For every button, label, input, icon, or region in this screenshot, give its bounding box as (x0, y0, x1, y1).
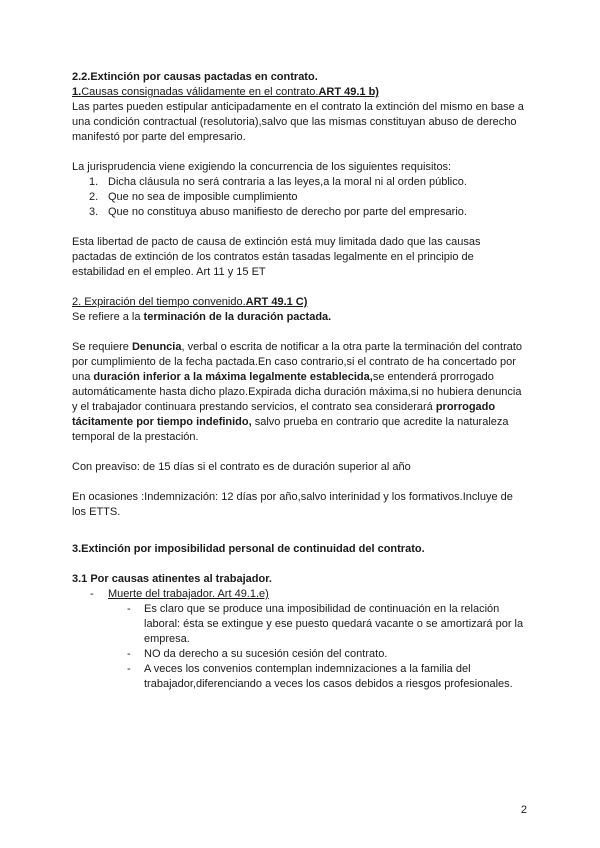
paragraph-denuncia: Se requiere Denuncia, verbal o escrita de notificar a la otra parte la terminación del contrato por cumplimiento de la fecha pactada.En caso contrario,si el contrato de ha concertado por una duración inferior a la máxima legalmente establecida,se entenderá prorrogado automáticamente hasta dicho plazo.Expirada dicha duración máxima,si no hubiera denuncia y el trabajador continuara prestando servicios, el contrato sea considerará prorrogado tácitamente por tiempo indefinido, salvo prueba en contrario que acredite la naturaleza temporal de la prestación. (72, 341, 523, 443)
paragraph-preaviso: Con preaviso: de 15 días si el contrato es de duración superior al año (72, 461, 411, 473)
list-item: - Muerte del trabajador. Art 49.1.e) (90, 588, 269, 600)
section-2-heading: 2. Expiración del tiempo convenido.ART 49.1 C) (72, 296, 308, 308)
paragraph-libertad-pacto: Esta libertad de pacto de causa de extinción está muy limitada dado que las causas pactadas de extinción de los contratos están tasadas legalmente en el principio de estabilidad en el empleo. Art 11 y 15 ET (72, 236, 481, 278)
list-item: - Es claro que se produce una imposibilidad de continuación en la relación laboral: ésta se extingue y ese puesto quedará vacante o se amortizará por la empresa. (127, 603, 524, 645)
list-item: 2. Que no sea de imposible cumplimiento (89, 191, 298, 203)
paragraph-indemnizacion: En ocasiones :Indemnización: 12 días por año,salvo interinidad y los formativos.Incluye de los ETTS. (72, 491, 513, 518)
document-page (72, 70, 528, 692)
page-number: 2 (520, 804, 527, 816)
paragraph-jurisprudencia: La jurisprudencia viene exigiendo la concurrencia de los siguientes requisitos: (72, 161, 452, 173)
muerte-heading: Muerte del trabajador. Art 49.1.e) (108, 588, 269, 600)
paragraph-condicion: Las partes pueden estipular anticipadamente en el contrato la extinción del mismo en base a una condición contractual (resolutoria),salvo que las mismas constituyan abuso de derecho manifestó por parte del empresario. (72, 101, 524, 143)
requirements-list (72, 175, 528, 220)
list-item: 3. Que no constituya abuso manifiesto de derecho por parte del empresario. (89, 206, 467, 218)
paragraph-refiere: Se refiere a la terminación de la duración pactada. (72, 311, 332, 323)
subsection-1-heading: 1.Causas consignadas válidamente en el contrato.ART 49.1 b) (72, 86, 379, 98)
section-3-title: 3.Extinción por imposibilidad personal de continuidad del contrato. (72, 543, 425, 555)
section-3-1-title: 3.1 Por causas atinentes al trabajador. (72, 573, 272, 585)
list-item: - A veces los convenios contemplan indemnizaciones a la familia del trabajador,diferenciando a veces los casos debidos a riesgos profesionales. (127, 663, 513, 690)
list-item: 1. Dicha cláusula no será contraria a las leyes,a la moral ni al orden público. (89, 176, 467, 188)
section-2-2-title: 2.2.Extinción por causas pactadas en contrato. (72, 71, 318, 83)
list-item: - NO da derecho a su sucesión cesión del contrato. (127, 648, 388, 660)
